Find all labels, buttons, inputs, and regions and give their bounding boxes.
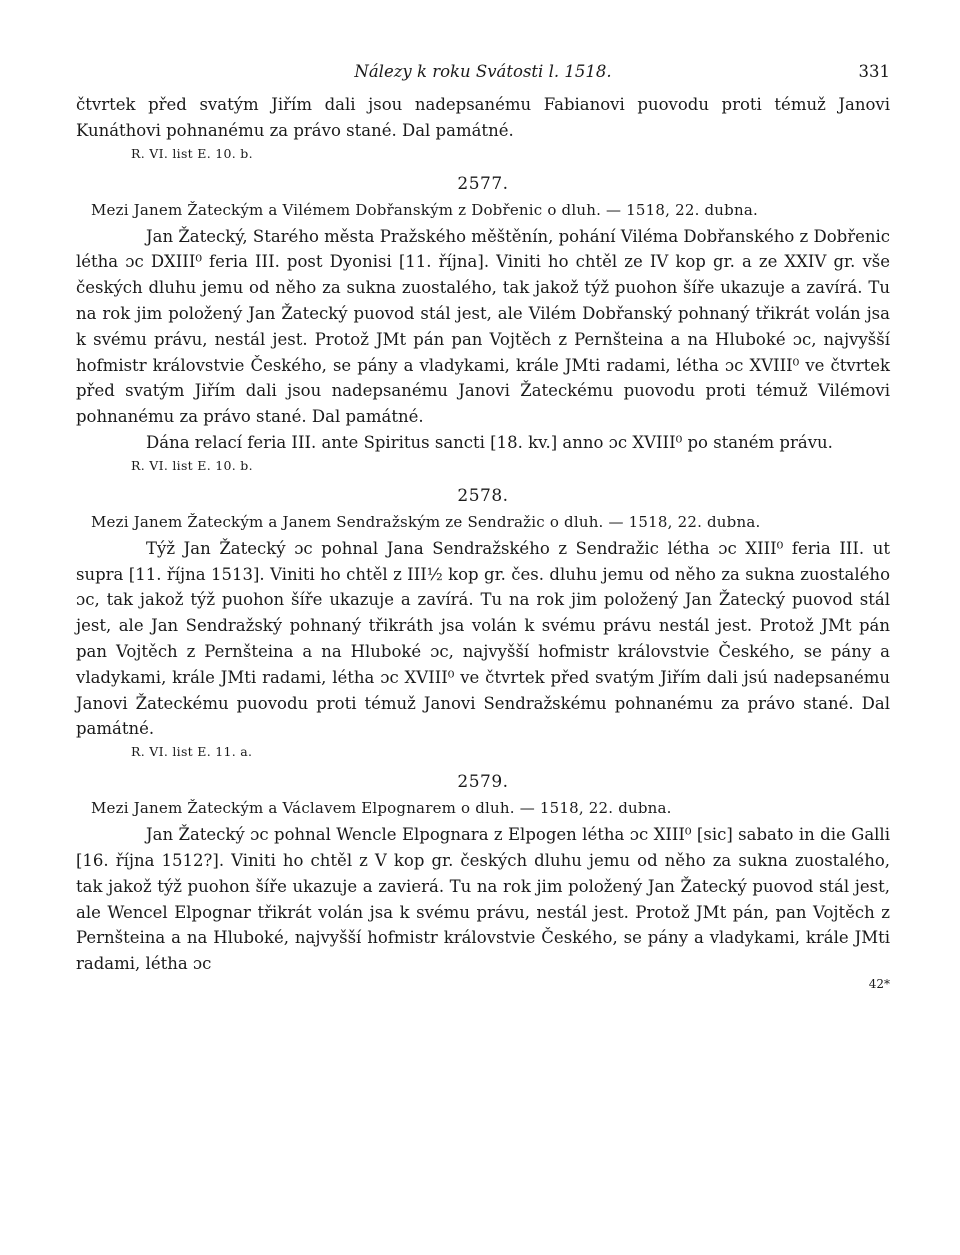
entry-summary: Mezi Janem Žateckým a Václavem Elpognarem o dluh. — 1518, 22. dubna. [91,799,672,818]
printer-signature: 42* [868,976,890,991]
entry-summary: Mezi Janem Žateckým a Janem Sendražským ze Sendražic o dluh. — 1518, 22. dubna. [91,512,761,531]
entry-paragraph: Jan Žatecký ɔc pohnal Wencle Elpognara z Elpogen létha ɔc XIII⁰ [sic] sabato in die Galli [16. října 1512?]. Viniti ho chtěl z V kop gr. českých dluhu jemu od něho za sukna zuostalého, tak jakož týž puohon šíře ukazuje a zavierá. Tu na rok jim položený Jan Žatecký puovod stál jest, ale Wencel Elpognar třikrát volán jsa k svému právu, nestál jest. Protož JMt pán, pan Vojtěch z Pernšteina a na Hluboké, najvyšší hofmistr královstvie Českého, se pány a vladykami, krále JMti radami, létha ɔc [76,825,890,974]
entry-2577 [76,174,890,476]
entry-number: 2578. [457,485,509,506]
source-reference: R. VI. list E. 11. a. [131,744,253,760]
entry-2578 [76,486,890,762]
page-number: 331 [858,62,890,81]
entry-paragraph: Dána relací feria III. ante Spiritus sancti [18. kv.] anno ɔc XVIII⁰ po staném právu. [146,432,833,452]
source-reference: R. VI. list E. 10. b. [131,145,253,161]
running-header [76,60,890,92]
document-page [76,60,890,991]
entry-summary: Mezi Janem Žateckým a Vilémem Dobřanským z Dobřenic o dluh. — 1518, 22. dubna. [91,200,758,219]
entry-2579 [76,772,890,977]
entry-paragraph: Týž Jan Žatecký ɔc pohnal Jana Sendražského z Sendražic létha ɔc XIII⁰ feria III. ut supra [11. října 1513]. Viniti ho chtěl z III½ kop gr. čes. dluhu jemu od něho za sukna zuostalého ɔc, tak jakož týž puohon šíře ukazuje a zavírá. Tu na rok jim položený Jan Žatecký puovod stál jest, ale Jan Sendražský pohnaný třikráth jsa volán k svému právu nestál jest. Protož JMt pán pan Vojtěch z Pernšteina a na Hluboké ɔc, najvyšší hofmistr královstvie Českého, se pány a vladykami, krále JMti radami, létha ɔc XVIII⁰ ve čtvrtek před svatým Jiřím dali jsú nadepsanému Janovi Žateckému puovodu proti témuž Janovi Sendražskému pohnanému za právo stané. Dal památné. [76,538,890,739]
source-reference: R. VI. list E. 10. b. [131,457,253,473]
entry-number: 2579. [457,772,509,793]
entry-number: 2577. [457,173,509,194]
running-title: Nálezy k roku Svátosti l. 1518. [354,62,612,81]
entry-paragraph: Jan Žatecký, Starého města Pražského měštěnín, pohání Viléma Dobřanského z Dobřenic létha ɔc DXIII⁰ feria III. post Dyonisi [11. října]. Viniti ho chtěl ze IV kop gr. a ze XXIV gr. vše českých dluhu jemu od něho za sukna zuostalého, tak jakož týž puohon šíře ukazuje a zavírá. Tu na rok jim položený Jan Žatecký puovod stál jest, ale Vilém Dobřanský pohnaný třikrát volán jsa k svému právu, nestál jest. Protož JMt pán pan Vojtěch z Pernšteina a na Hluboké ɔc, najvyšší hofmistr královstvie Českého, se pány a vladykami, krále JMti radami, létha ɔc XVIII⁰ ve čtvrtek před svatým Jiřím dali jsou nadepsanému Janovi Žateckému puovodu proti témuž Vilémovi pohnanému za právo stané. Dal památné. [76,226,890,427]
continuation-paragraph: čtvrtek před svatým Jiřím dali jsou nadepsanému Fabianovi puovodu proti témuž Janovi Kunáthovi pohnanému za právo stané. Dal památné. [76,95,890,140]
